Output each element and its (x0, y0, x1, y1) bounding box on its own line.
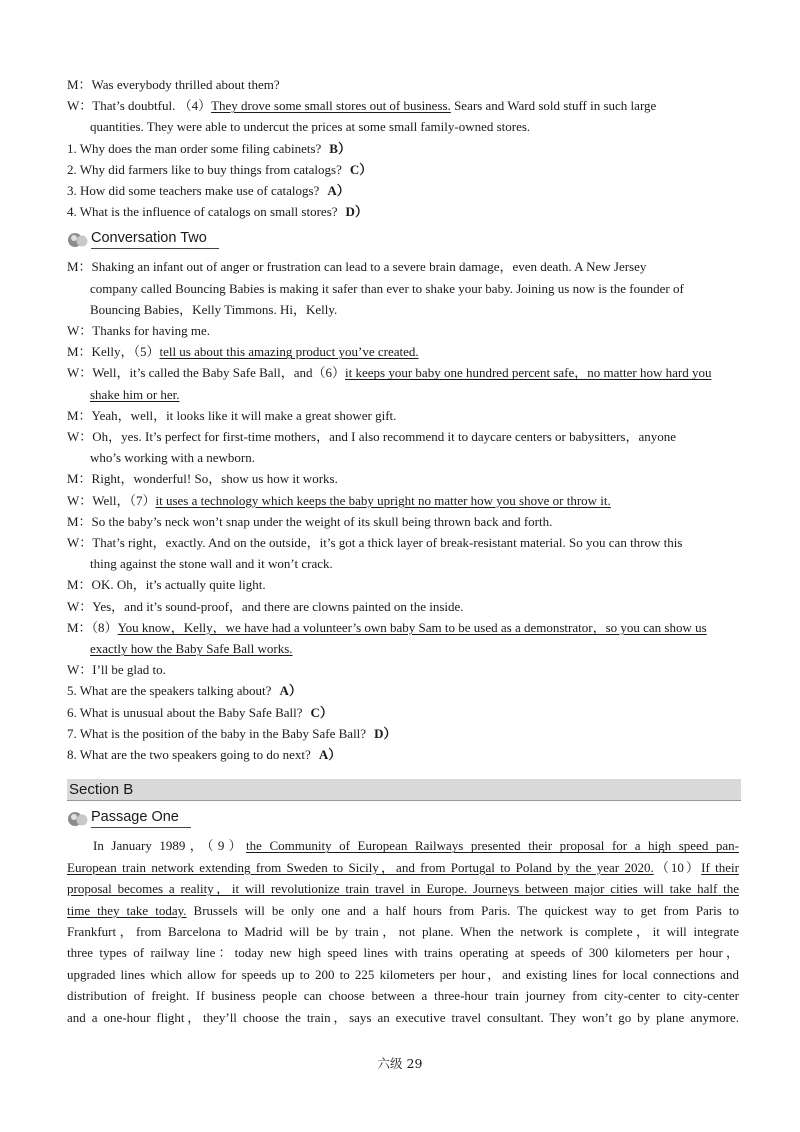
dialogue-line: M：Kelly，（5）tell us about this amazing product you’ve created. (67, 344, 419, 360)
section-b-heading: Section B (67, 779, 741, 801)
question-item: 1. Why does the man order some filing cabinets? B） (67, 140, 351, 156)
conversation-title: Conversation Two (91, 229, 219, 249)
conversation-two-heading (67, 228, 739, 250)
answer-key: B） (329, 140, 351, 156)
passage-one-heading (67, 807, 739, 829)
passage-line: upgraded lines which allow for speeds up to 200 to 225 kilometers per hour，and existing lines for local connections and (67, 966, 739, 982)
question-item: 2. Why did farmers like to buy things from catalogs? C） (67, 161, 373, 177)
underlined-answer-6-cont: shake him or her. (90, 386, 180, 402)
question-item: 5. What are the speakers talking about? A） (67, 683, 302, 699)
dialogue-line: W：Well，（7）it uses a technology which keeps the baby upright no matter how you shove or throw it. (67, 492, 611, 508)
underlined-answer-8: You know，Kelly，we have had a volunteer’s own baby Sam to be used as a demonstrator，so you can show us (117, 619, 707, 635)
dialogue-line: M：Right，wonderful! So，show us how it works. (67, 471, 338, 487)
bullet-circles-icon (67, 808, 89, 828)
dialogue-line: company called Bouncing Babies is making it safer than ever to shake your baby. Joining us now is the founder of (90, 280, 684, 296)
passage-line: distribution of freight. If business people can choose between a three-hour train journey from city-center to city-center (67, 988, 739, 1004)
dialogue-line: quantities. They were able to undercut the prices at some small family-owned stores. (90, 119, 531, 135)
underlined-answer-8-cont: exactly how the Baby Safe Ball works. (90, 641, 293, 657)
passage-line: European train network extending from Sweden to Sicily，and from Portugal to Poland by the year 2020.（10）If their (67, 859, 739, 875)
dialogue-line: M：Shaking an infant out of anger or frustration can lead to a severe brain damage，even death. A New Jersey (67, 259, 647, 275)
dialogue-line: M：（8）You know，Kelly，we have had a volunteer’s own baby Sam to be used as a demonstrator，so you can show us (67, 619, 707, 635)
answer-key: C） (349, 161, 373, 177)
underlined-answer-4: They drove some small stores out of business. (211, 98, 451, 114)
dialogue-line: W：That’s doubtful. （4）They drove some small stores out of business. Sears and Ward sold stuff in such large (67, 98, 657, 114)
dialogue-line: W：Well，it’s called the Baby Safe Ball，and（6）it keeps your baby one hundred percent safe，no matter how hard you (67, 365, 712, 381)
dialogue-line: W：I’ll be glad to. (67, 662, 166, 678)
page-content (67, 74, 739, 1028)
bullet-circles-icon (67, 229, 89, 249)
page-number: 六级 29 (377, 1056, 423, 1071)
underlined-answer-9: the Community of European Railways presented their proposal for a high speed pan- (246, 838, 739, 854)
question-item: 8. What are the two speakers going to do next? A） (67, 747, 342, 763)
answer-key: D） (374, 725, 397, 741)
passage-line: three types of railway line：today new high speed lines with trains operating at speeds of 300 kilometers per hour， (67, 945, 739, 961)
passage-line: time they take today. Brussels will be only one and a half hours from Paris. The quickest way to get from Paris to (67, 902, 739, 918)
passage-title: Passage One (91, 808, 191, 828)
underlined-answer-10-end: time they take today. (67, 902, 187, 918)
answer-key: C） (310, 704, 333, 720)
dialogue-line: W：Oh，yes. It’s perfect for first-time mothers，and I also recommend it to daycare centers or babysitters，anyone (67, 429, 676, 445)
answer-key: A） (318, 747, 342, 763)
answer-key: D） (345, 204, 368, 220)
question-item: 7. What is the position of the baby in the Baby Safe Ball? D） (67, 725, 397, 741)
question-item: 4. What is the influence of catalogs on small stores? D） (67, 204, 368, 220)
dialogue-line: W：Thanks for having me. (67, 323, 210, 339)
passage-line: In January 1989，（9）the Community of European Railways presented their proposal for a high speed pan- (93, 838, 739, 854)
passage-line (67, 878, 739, 899)
underlined-answer-10: If their (701, 859, 739, 875)
dialogue-line (67, 638, 739, 659)
dialogue-line: W：That’s right，exactly. And on the outside，it’s got a thick layer of break-resistant material. So you can throw this (67, 535, 683, 551)
dialogue-line: Bouncing Babies，Kelly Timmons. Hi，Kelly. (90, 301, 338, 317)
dialogue-line: M：OK. Oh，it’s actually quite light. (67, 577, 266, 593)
dialogue-line: M：Yeah，well，it looks like it will make a great shower gift. (67, 407, 397, 423)
question-item: 6. What is unusual about the Baby Safe Ball? C） (67, 704, 333, 720)
dialogue-line (67, 384, 739, 405)
underlined-answer-5: tell us about this amazing product you’ve created. (159, 344, 419, 360)
passage-text (67, 835, 739, 1028)
passage-line: and a one-hour flight，they’ll choose the train，says an executive travel consultant. They won’t go by plane anymore. (67, 1009, 739, 1025)
answer-key: A） (279, 683, 302, 699)
underlined-answer-6: it keeps your baby one hundred percent safe，no matter how hard you (345, 365, 712, 381)
underlined-answer-10-cont: proposal becomes a reality，it will revolutionize train travel in Europe. Journeys between major cities will take half the (67, 881, 739, 897)
answer-key: A） (327, 183, 350, 199)
question-item: 3. How did some teachers make use of catalogs? A） (67, 183, 350, 199)
underlined-answer-7: it uses a technology which keeps the baby upright no matter how you shove or throw it. (155, 492, 611, 508)
dialogue-line: M：Was everybody thrilled about them? (67, 77, 280, 92)
dialogue-line: who’s working with a newborn. (90, 450, 256, 466)
underlined-answer-9-cont: European train network extending from Sweden to Sicily，and from Portugal to Poland by the year 2020. (67, 859, 654, 875)
passage-line: Frankfurt，from Barcelona to Madrid will be by train，not plane. When the network is complete，it will integrate (67, 923, 739, 939)
dialogue-line: M：So the baby’s neck won’t snap under the weight of its skull being thrown back and forth. (67, 513, 553, 529)
dialogue-line: thing against the stone wall and it won’t crack. (90, 556, 333, 572)
dialogue-line: W：Yes，and it’s sound-proof，and there are clowns painted on the inside. (67, 598, 464, 614)
